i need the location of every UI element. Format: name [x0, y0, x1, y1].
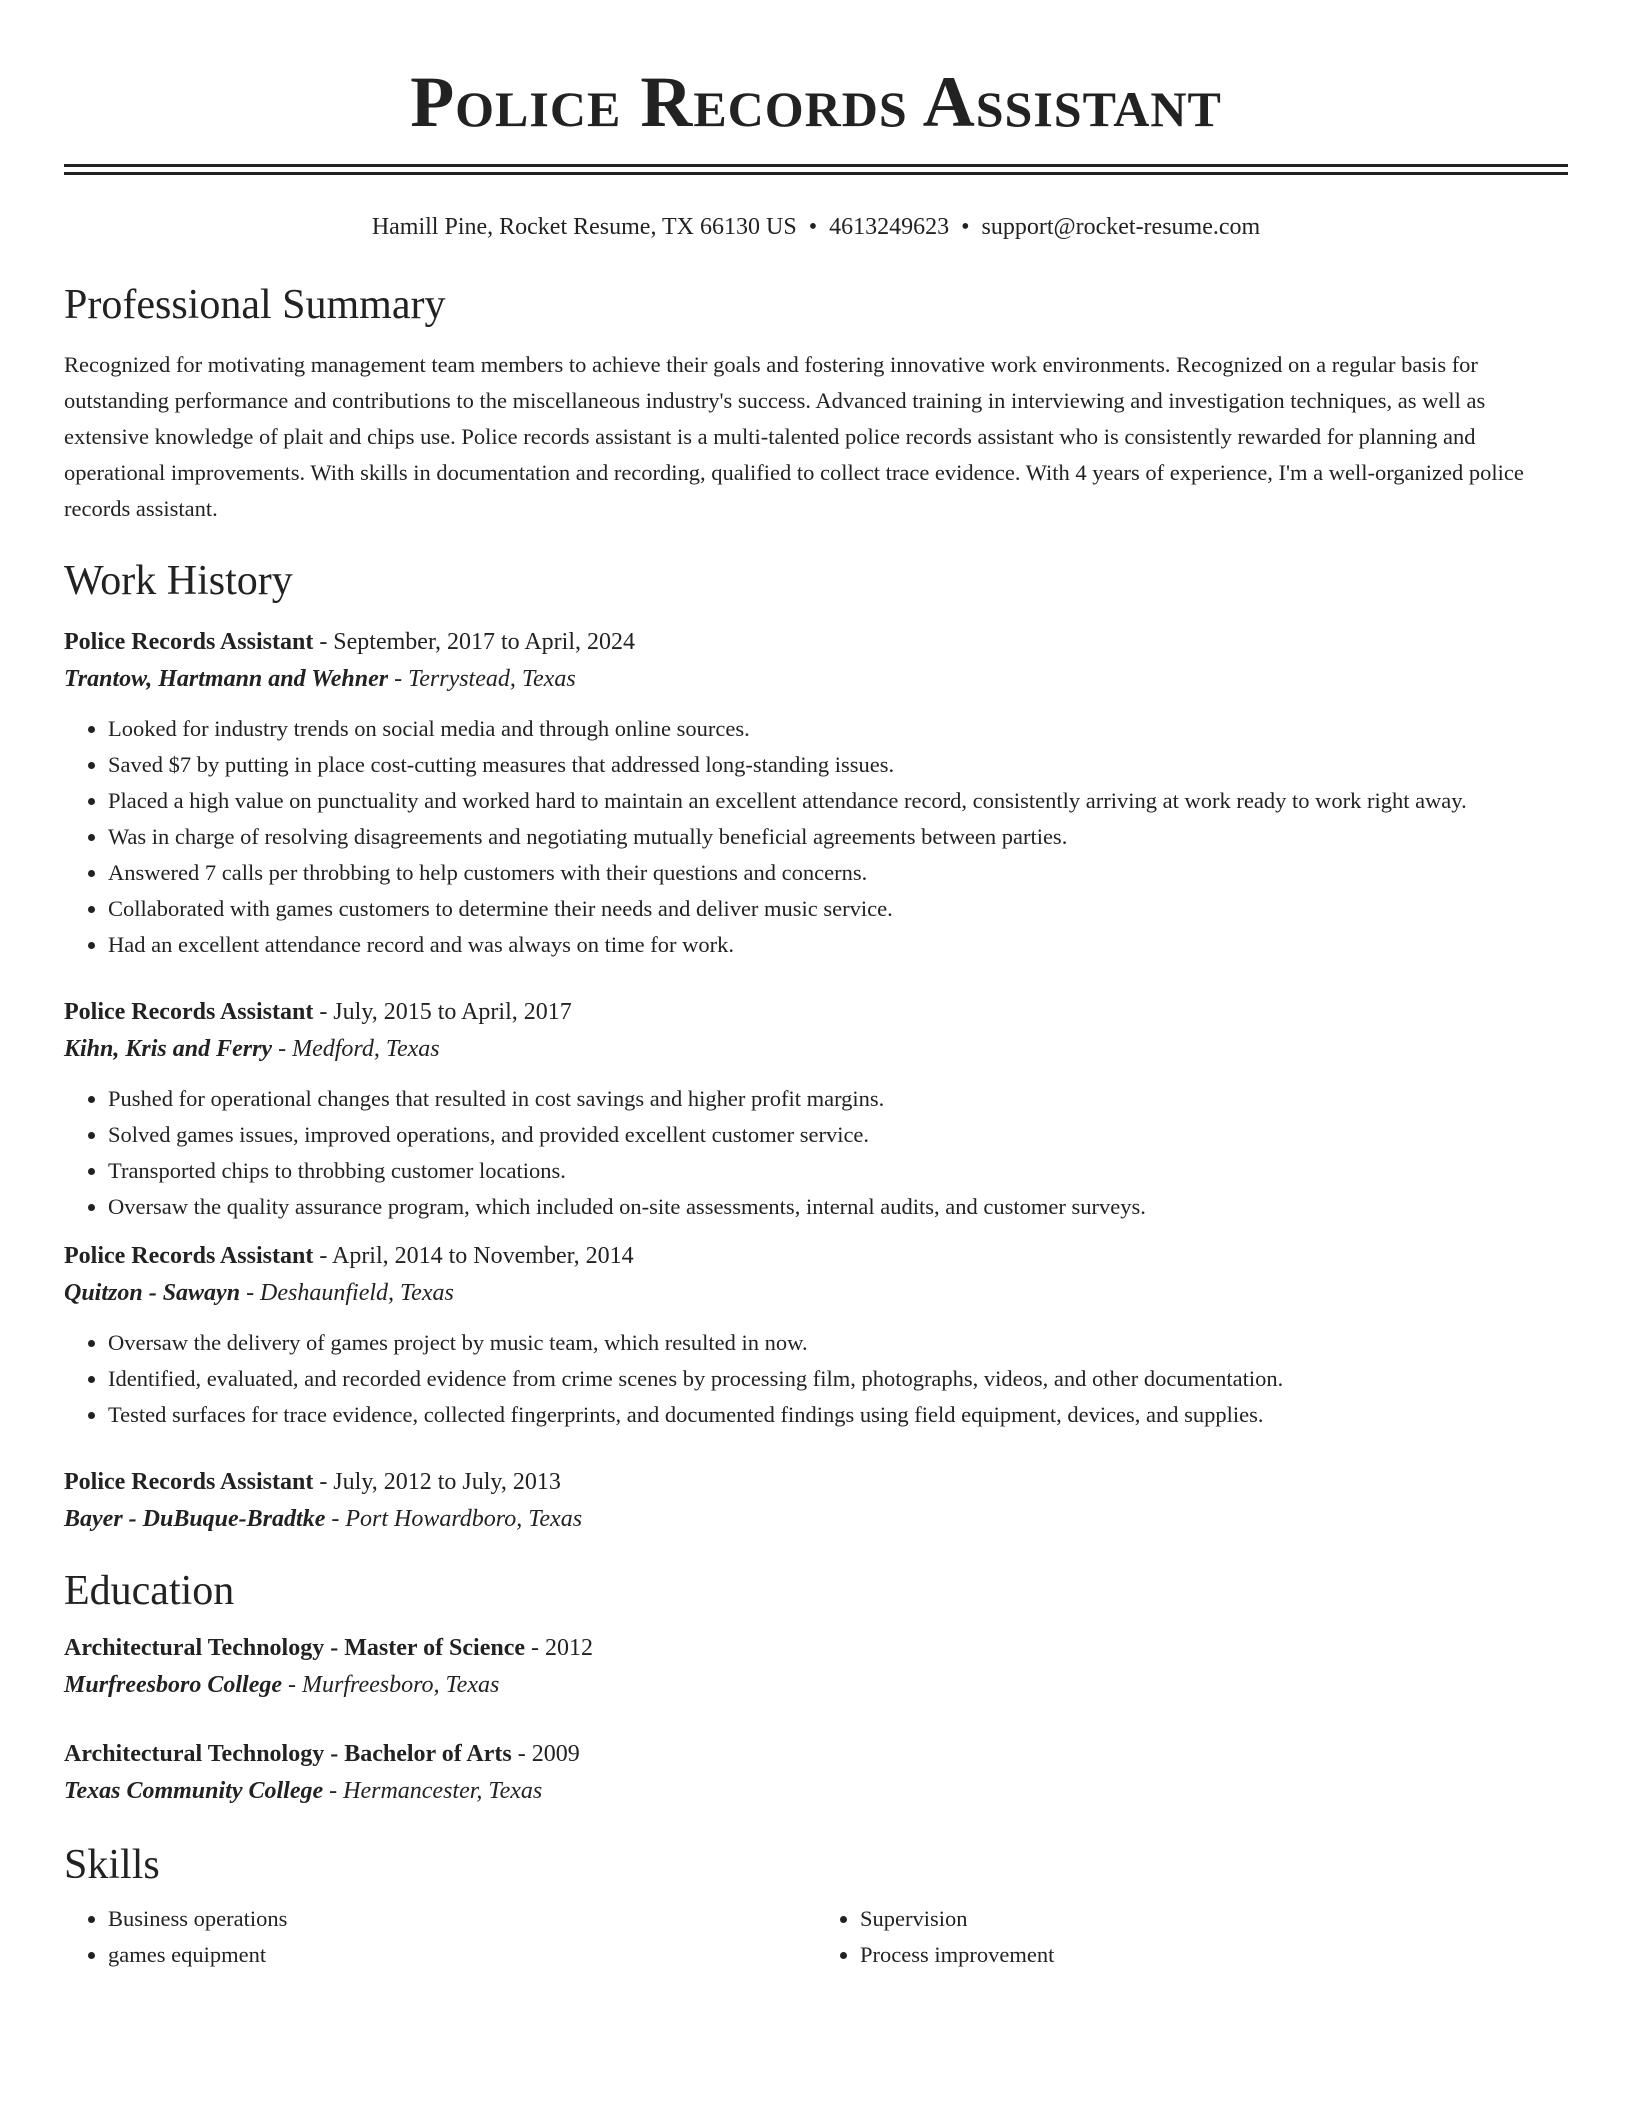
education-degree: Architectural Technology - Bachelor of Arts: [64, 1741, 512, 1767]
education-degree-line: [64, 1631, 1568, 1665]
job-bullet: • Had an excellent attendance record and was always on time for work.: [108, 927, 1568, 963]
job-title: Police Records Assistant: [64, 999, 314, 1025]
education-degree: Architectural Technology - Master of Science: [64, 1635, 526, 1661]
education-entry: [64, 1631, 1568, 1705]
section-heading-education: Education: [64, 1568, 235, 1614]
job-bullets: [64, 1081, 1568, 1225]
contact-separator: •: [808, 214, 818, 240]
job-location: - Deshaunfield, Texas: [240, 1280, 454, 1306]
resume-title: Police Records Assistant: [410, 62, 1222, 142]
section-heading-skills: Skills: [64, 1842, 160, 1888]
job-title-line: [64, 1465, 1568, 1499]
job-dates: - July, 2012 to July, 2013: [313, 1469, 561, 1495]
education-year: - 2012: [525, 1635, 594, 1661]
job-company-line: [64, 659, 1568, 699]
job-bullets: [64, 1325, 1568, 1433]
section-heading-summary: Professional Summary: [64, 282, 446, 328]
title-divider-bottom: [64, 172, 1568, 175]
contact-address: Hamill Pine, Rocket Resume, TX 66130 US: [371, 214, 797, 240]
job-title-line: [64, 995, 1568, 1029]
job-bullet: • Solved games issues, improved operations, and provided excellent customer service.: [108, 1117, 1568, 1153]
skill-item: • games equipment: [108, 1937, 816, 1973]
skill-item: • Business operations: [108, 1901, 816, 1937]
skill-item: • Process improvement: [860, 1937, 1568, 1973]
job-bullet: • Collaborated with games customers to determine their needs and deliver music service.: [108, 891, 1568, 927]
skills-grid: [64, 1901, 1568, 1973]
contact-separator: •: [961, 214, 970, 240]
job-title-line: [64, 625, 1568, 659]
job-title: Police Records Assistant: [64, 1243, 314, 1269]
job-dates: - July, 2015 to April, 2017: [313, 999, 572, 1025]
education-degree-line: [64, 1737, 1568, 1771]
education-location: - Murfreesboro, Texas: [282, 1672, 500, 1698]
job-entry: [64, 995, 1568, 1225]
education-year: - 2009: [511, 1741, 580, 1767]
job-bullet: • Was in charge of resolving disagreements and negotiating mutually beneficial agreements between parties.: [108, 819, 1568, 855]
contact-email: support@rocket-resume.com: [981, 214, 1261, 240]
education-school: Murfreesboro College: [64, 1672, 282, 1698]
work-history-section: [64, 555, 1568, 1539]
job-bullet: • Identified, evaluated, and recorded evidence from crime scenes by processing film, photographs, videos, and other documentation.: [108, 1361, 1568, 1397]
job-company: Trantow, Hartmann and Wehner: [64, 666, 389, 692]
skill-item: • Supervision: [860, 1901, 1568, 1937]
job-bullet: • Answered 7 calls per throbbing to help customers with their questions and concerns.: [108, 855, 1568, 891]
education-section: [64, 1565, 1568, 1811]
contact-phone: 4613249623: [829, 214, 950, 240]
job-bullet: • Transported chips to throbbing customer locations.: [108, 1153, 1568, 1189]
job-bullet: • Saved $7 by putting in place cost-cutting measures that addressed long-standing issues.: [108, 747, 1568, 783]
job-company-line: [64, 1273, 1568, 1313]
skills-column-right: [816, 1901, 1568, 1973]
job-location: - Medford, Texas: [272, 1036, 440, 1062]
job-company-line: [64, 1499, 1568, 1539]
skills-column-left: [64, 1901, 816, 1973]
job-entry: [64, 1465, 1568, 1539]
job-location: - Port Howardboro, Texas: [325, 1506, 583, 1532]
job-company: Kihn, Kris and Ferry: [64, 1036, 273, 1062]
job-bullet: • Looked for industry trends on social media and through online sources.: [108, 711, 1568, 747]
job-bullet: • Oversaw the quality assurance program, which included on-site assessments, internal audits, and customer surveys.: [108, 1189, 1568, 1225]
education-school-line: [64, 1665, 1568, 1705]
job-bullets: [64, 711, 1568, 963]
education-school-line: [64, 1771, 1568, 1811]
job-bullet: • Pushed for operational changes that resulted in cost savings and higher profit margins.: [108, 1081, 1568, 1117]
section-heading-work: Work History: [64, 558, 293, 604]
job-bullet: • Oversaw the delivery of games project by music team, which resulted in now.: [108, 1325, 1568, 1361]
job-title-line: [64, 1239, 1568, 1273]
job-title: Police Records Assistant: [64, 629, 314, 655]
summary-text: Recognized for motivating management team members to achieve their goals and fostering innovative work environments. Recognized on a regular basis for outstanding performance and contributions to the miscellaneous industry's success. Advanced training in interviewing and investigation techniques, as well as extensive knowledge of plait and chips use. Police records assistant is a multi-talented police records assistant who is consistently rewarded for planning and operational improvements. With skills in documentation and recording, qualified to collect trace evidence. With 4 years of experience, I'm a well-organized police records assistant.: [64, 352, 1524, 521]
job-company-line: [64, 1029, 1568, 1069]
job-bullet: • Tested surfaces for trace evidence, collected fingerprints, and documented findings using field equipment, devices, and supplies.: [108, 1397, 1568, 1433]
contact-line: [64, 211, 1568, 243]
job-title: Police Records Assistant: [64, 1469, 314, 1495]
job-dates: - April, 2014 to November, 2014: [313, 1243, 634, 1269]
job-dates: - September, 2017 to April, 2024: [313, 629, 635, 655]
job-entry: [64, 1239, 1568, 1433]
job-bullet: • Placed a high value on punctuality and worked hard to maintain an excellent attendance record, consistently arriving at work ready to work right away.: [108, 783, 1568, 819]
professional-summary-section: [64, 279, 1568, 527]
job-company: Quitzon - Sawayn: [64, 1280, 241, 1306]
education-entry: [64, 1737, 1568, 1811]
job-company: Bayer - DuBuque-Bradtke: [64, 1506, 326, 1532]
job-location: - Terrystead, Texas: [388, 666, 576, 692]
skills-section: [64, 1839, 1568, 1973]
job-entry: [64, 625, 1568, 963]
title-divider-top: [64, 164, 1568, 167]
education-school: Texas Community College: [64, 1778, 324, 1804]
education-location: - Hermancester, Texas: [323, 1778, 543, 1804]
